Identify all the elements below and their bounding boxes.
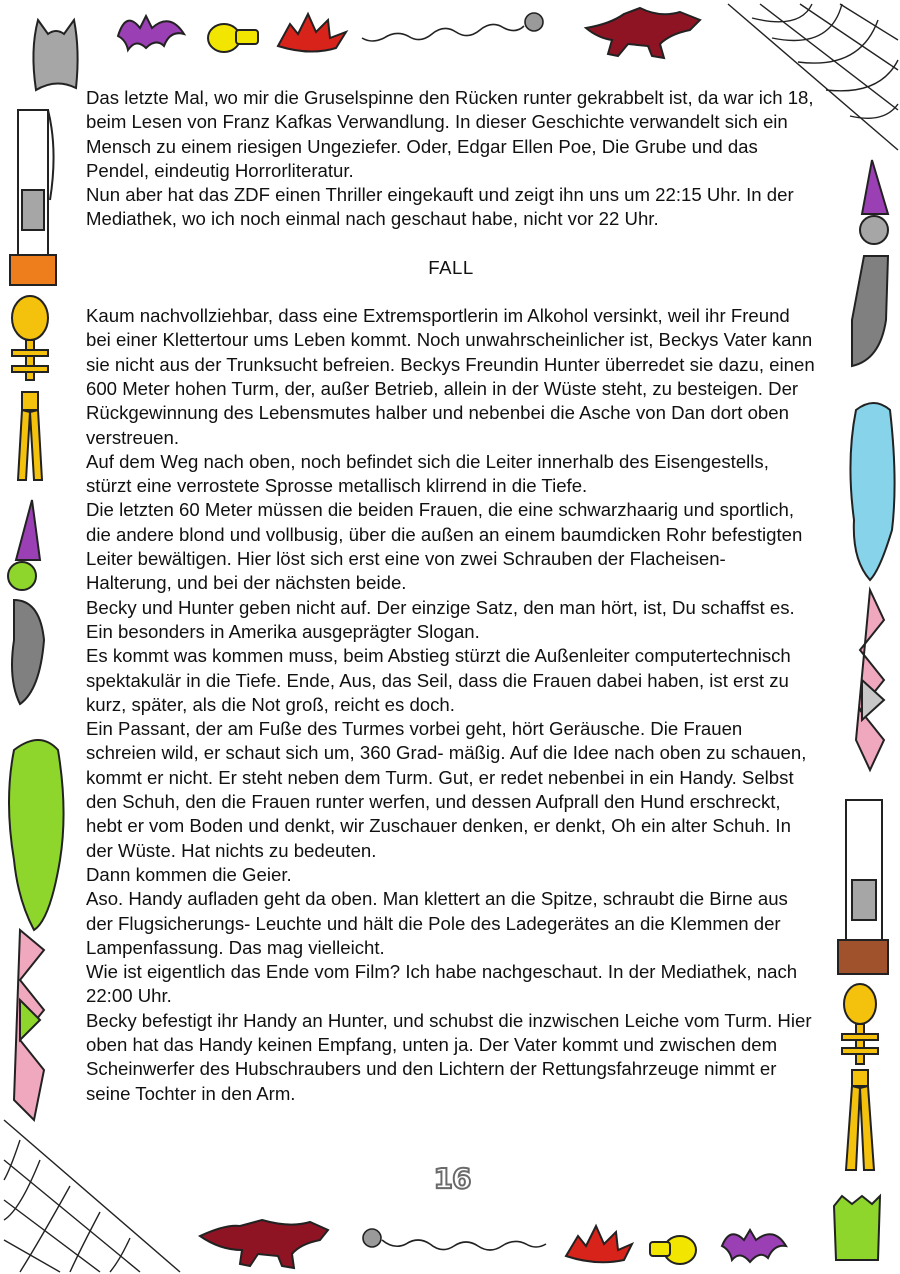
wolf-icon <box>586 8 700 58</box>
bat-icon <box>118 16 184 50</box>
body-paragraph: Aso. Handy aufladen geht da oben. Man klettert an die Spitze, schraubt die Birne aus der Flugsicherungs- Leuchte und hält die Pole des Ladegerätes an die Klemmen der Lampenfassung. Das mag vielleicht. <box>86 888 788 958</box>
body-paragraph: Wie ist eigentlich das Ende vom Film? Ich habe nachgeschaut. In der Mediathek, nach 22:00 Uhr. <box>86 961 798 1007</box>
cobweb-bottom-left-icon <box>4 1120 180 1272</box>
intro-paragraph: Das letzte Mal, wo mir die Gruselspinne den Rücken runter gekrabbelt ist, da war ich 18, beim Lesen von Franz Kafkas Verwandlung. In dieser Geschichte verwandelt sich ein Mensch zu einem riesigen Ungeziefer. Oder, Edgar Ellen Poe, Die Grube und das Pendel, eindeutig Horrorliteratur. <box>86 87 814 181</box>
body-paragraph: Ein Passant, der am Fuße des Turmes vorbei geht, hört Geräusche. Die Frauen schreien wild, er schaut sich um, 360 Grad- mäßig. Auf die Idee nach oben zu schauen, kommt er nicht. Er steht neben dem Turm. Gut, er redet nebenbei in ein Handy. Selbst den Schuh, den die Frauen runter werfen, und dessen Aufprall den Hund erschreckt, hebt er vom Boden und denkt, wir Zuschauer denken, er denkt, Oh ein alter Schuh. In der Wüste. Hat nichts zu bedeuten. <box>86 718 807 861</box>
wolf-bottom-icon <box>200 1220 328 1268</box>
skeleton-right-icon <box>842 984 878 1170</box>
guillotine-icon <box>10 110 56 285</box>
monster-icon <box>834 1196 880 1260</box>
lightbulb-icon <box>208 24 258 52</box>
body-paragraph: Becky befestigt ihr Handy an Hunter, und schubst die inzwischen Leiche vom Turm. Hier oben hat das Handy keinen Empfang, unten ja. Der Vater kommt und zwischen dem Scheinwerfer des Hubschraubers und den Lichtern der Rettungsfahrzeuge nimmt er seine Tochter in den Arm. <box>86 1009 812 1104</box>
lightbulb-bottom-icon <box>650 1236 696 1264</box>
flag-icon <box>14 930 44 1120</box>
body-paragraph: Becky und Hunter geben nicht auf. Der einzige Satz, den man hört, ist, Du schaffst es. Ein besonders in Amerika ausgeprägter Slogan. <box>86 596 795 642</box>
chain-icon <box>362 13 543 41</box>
ghost-green-icon <box>9 740 64 930</box>
ghost-blue-icon <box>850 403 894 580</box>
guillotine-right-icon <box>838 800 888 974</box>
body-paragraph: Auf dem Weg nach oben, noch befindet sich die Leiter innerhalb des Eisengestells, stürzt eine verrostete Sprosse metallisch klirrend in die Tiefe. <box>86 450 769 497</box>
ghost-icon <box>33 20 77 90</box>
bat-bottom-icon <box>722 1230 786 1262</box>
intro-paragraph: Nun aber hat das ZDF einen Thriller eingekauft und zeigt ihn uns um 22:15 Uhr. In der Mediathek, wo ich noch einmal nach geschaut habe, nicht vor 22 Uhr. <box>86 184 794 230</box>
body-paragraph: Es kommt was kommen muss, beim Abstieg stürzt die Außenleiter computertechnisch spektakulär in die Tiefe. Ende, Aus, das Seil, dass die Frauen dabei haben, ist erst zu kurz, später, als die Not groß, reicht es doch. <box>86 645 791 715</box>
witch-right-icon <box>852 160 888 366</box>
body-paragraph: Kaum nachvollziehbar, dass eine Extremsportlerin im Alkohol versinkt, weil ihr Freund bei einer Klettertour ums Leben kommt. Noch unwahrscheinlicher ist, Beckys Vater kann sie nicht aus der Trunksucht befreien. Beckys Freundin Hunter überredet sie dazu, einen 600 Meter hohen Turm, der, außer Betrieb, allein in der Wüste steht, zu besteigen. Der Rückgewinnung des Lebensmutes halber und nebenbei die Asche von Dan dort oben verstreuen. <box>86 305 815 448</box>
page-number: 16 <box>433 1162 471 1195</box>
witch-icon <box>8 500 44 704</box>
skeleton-icon <box>12 296 48 480</box>
flag-right-icon <box>856 590 884 770</box>
body-paragraph: Die letzten 60 Meter müssen die beiden Frauen, die eine schwarzhaarig und sportlich, die andere blond und vollbusig, über die außen an einem baumdicken Rohr befestigten Leiter bewältigen. Hier löst sich erst eine von zwei Schrauben der Flacheisen- Halterung, und bei der nächsten beide. <box>86 499 803 594</box>
fire-icon <box>278 14 346 52</box>
article-text <box>86 86 816 1106</box>
chain-bottom-icon <box>363 1229 546 1250</box>
article-heading: FALL <box>428 256 474 278</box>
fire-bottom-icon <box>566 1226 632 1262</box>
body-paragraph: Dann kommen die Geier. <box>86 863 292 885</box>
